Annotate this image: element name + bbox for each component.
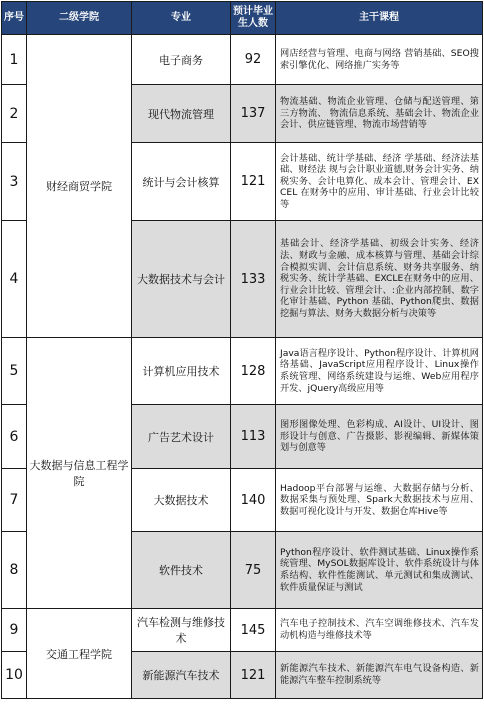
row-no: 1 [2, 35, 27, 85]
row-no: 2 [2, 85, 27, 143]
header-no: 序号 [2, 2, 27, 35]
row-no: 9 [2, 609, 27, 652]
curriculum-table [1, 1, 483, 699]
count-cell: 133 [231, 221, 276, 338]
count-cell: 121 [231, 143, 276, 221]
courses-cell: 图形图像处理、色彩构成、AI设计、UI设计、图形设计与创意、广告摄影、影视编辑、新媒体策划与创意等 [276, 405, 483, 469]
table-row [2, 609, 483, 652]
row-no: 3 [2, 143, 27, 221]
courses-cell: 汽车电子控制技术、汽车空调维修技术、汽车发动机构造与维修技术等 [276, 609, 483, 652]
courses-cell: Hadoop平台部署与运维、大数据存储与分析、数据采集与预处理、Spark大数据技术与应用、数据可视化设计与开发、数据仓库Hive等 [276, 469, 483, 532]
row-no: 10 [2, 652, 27, 699]
count-cell: 113 [231, 405, 276, 469]
row-no: 7 [2, 469, 27, 532]
courses-cell: 会计基础、统计学基础、经济 学基础、经济法基础、财经法 规与会计职业道德,财务会计实务、纳税实务、会计电算化、成本会计、管理会计、EXCEL 在财务中的应用、审计基础、行业会计比较等 [276, 143, 483, 221]
courses-cell: 基础会计、经济学基础、初级会计实务、经济法、财政与金融、成本核算与管理、基础会计综合模拟实训、会计信息系统、财务共享服务、纳税实务、统计学基础、EXCLE在财务中的应用、行业会计比较、管理会计、:企业内部控制、数字化审计基础、Python 基础、Python爬虫、数据挖掘与算法、财务大数据分析与决策等 [276, 221, 483, 338]
courses-cell: Python程序设计、软件测试基础、Linux操作系统管理、MySOL数据库设计、软件系统设计与体系结构、软件性能测试、单元测试和集成测试、软件质量保证与测试 [276, 532, 483, 609]
major-cell: 大数据技术与会计 [132, 221, 231, 338]
count-cell: 140 [231, 469, 276, 532]
courses-cell: 网店经营与管理、电商与网络 营销基础、SEO搜索引擎优化、网络推广实务等 [276, 35, 483, 85]
college-cell: 交通工程学院 [27, 609, 132, 699]
curriculum-table-wrapper [1, 1, 482, 703]
count-cell: 75 [231, 532, 276, 609]
count-cell: 137 [231, 85, 276, 143]
courses-cell: 新能源汽车技术、新能源汽车电气设备构造、新能源汽车整车控制系统等 [276, 652, 483, 699]
header-major: 专业 [132, 2, 231, 35]
major-cell: 电子商务 [132, 35, 231, 85]
count-cell: 128 [231, 338, 276, 405]
major-cell: 广告艺术设计 [132, 405, 231, 469]
row-no: 8 [2, 532, 27, 609]
major-cell: 大数据技术 [132, 469, 231, 532]
count-cell: 121 [231, 652, 276, 699]
header-count: 预计毕业生人数 [231, 2, 276, 35]
header-row [2, 2, 483, 35]
header-courses: 主干课程 [276, 2, 483, 35]
count-cell: 145 [231, 609, 276, 652]
courses-cell: Java语言程序设计、Python程序设计、计算机网络基础、JavaScript应用程序设计、Linux操作系统管理、网络系统建设与运维、Web应用程序开发、jQuery高级应用等 [276, 338, 483, 405]
courses-cell: 物流基础、物流企业管理、仓储与配送管理、第三方物流、 物流信息系统、基础会计、物流企业会计、供应链管理、物流市场营销等 [276, 85, 483, 143]
row-no: 5 [2, 338, 27, 405]
row-no: 6 [2, 405, 27, 469]
major-cell: 新能源汽车技术 [132, 652, 231, 699]
major-cell: 计算机应用技术 [132, 338, 231, 405]
table-row [2, 338, 483, 405]
header-college: 二级学院 [27, 2, 132, 35]
major-cell: 汽车检测与维修技术 [132, 609, 231, 652]
college-cell: 大数据与信息工程学院 [27, 338, 132, 609]
major-cell: 统计与会计核算 [132, 143, 231, 221]
major-cell: 现代物流管理 [132, 85, 231, 143]
count-cell: 92 [231, 35, 276, 85]
college-cell: 财经商贸学院 [27, 35, 132, 338]
row-no: 4 [2, 221, 27, 338]
major-cell: 软件技术 [132, 532, 231, 609]
table-row [2, 35, 483, 85]
